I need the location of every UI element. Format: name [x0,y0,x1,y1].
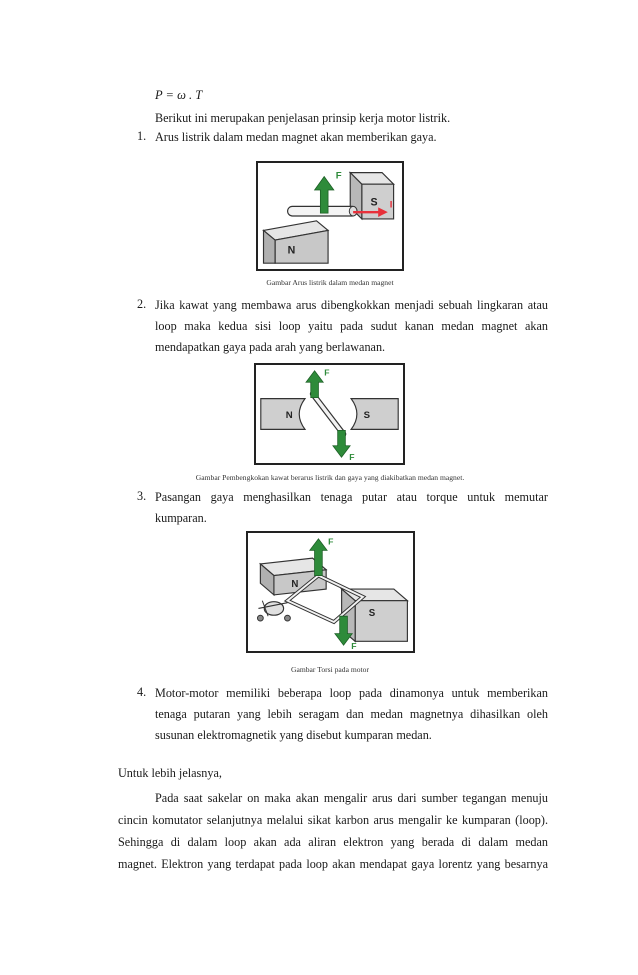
figure-3-label-force-bottom: F [351,641,357,651]
figure-bent-wire-forces [254,363,405,465]
figure-3-label-south: S [368,608,376,620]
figure-2-label-south: S [363,409,371,421]
figure-1-label-north: N [287,244,296,257]
item-3-line-2: kumparan. [155,511,207,525]
figure-current-in-magnetic-field [256,161,404,271]
figure-3-label-north: N [291,579,299,591]
item-2-line-1: Jika kawat yang membawa arus dibengkokkan menjadi sebuah lingkaran atau [155,298,548,312]
item-2-line-3: mendapatkan gaya pada arah yang berlawanan. [155,340,386,354]
closing-line-3: Sehingga di dalam loop akan ada aliran elektron yang berada di dalam medan [118,835,548,849]
figure-2-label-force-top: F [324,367,330,378]
closing-line-2: cincin komutator selanjutnya melalui sikat karbon arus mengalir ke kumparan (loop). [118,813,548,827]
figure-3-label-force-top: F [328,536,334,547]
figure-3-illustration [248,533,413,651]
item-2-line-2: loop maka kedua sisi loop yaitu pada sudut kanan medan magnet akan [155,319,548,333]
item-3-line-1: Pasangan gaya menghasilkan tenaga putar atau torque untuk memutar [155,490,548,504]
item-4-line-3: susunan elektromagnetik yang disebut kumparan medan. [155,728,432,742]
item-1-number: 1. [137,129,147,143]
figure-motor-torque [246,531,415,653]
figure-2-caption: Gambar Pembengkokan kawat berarus listrik dan gaya yang diakibatkan medan magnet. [195,473,465,482]
closing-heading: Untuk lebih jelasnya, [118,766,222,780]
figure-1-caption: Gambar Arus listrik dalam medan magnet [266,278,394,287]
item-1-line-1: Arus listrik dalam medan magnet akan memberikan gaya. [155,130,437,144]
figure-1-label-south: S [370,196,378,209]
figure-3-caption: Gambar Torsi pada motor [291,665,369,674]
item-3-number: 3. [137,489,147,503]
figure-2-label-force-bottom: F [349,452,355,463]
figure-2-label-north: N [285,409,293,421]
closing-line-1: Pada saat sakelar on maka akan mengalir arus dari sumber tegangan menuju [155,791,548,805]
figure-2-illustration [256,365,403,463]
closing-line-4: magnet. Elektron yang terdapat pada loop akan mendapat gaya lorentz yang besarnya [118,857,548,871]
figure-1-illustration [258,163,402,269]
item-4-number: 4. [137,685,147,699]
item-4-line-1: Motor-motor memiliki beberapa loop pada dinamonya untuk memberikan [155,686,548,700]
figure-1-label-current: I [389,199,393,211]
item-2-number: 2. [137,297,147,311]
figure-1-label-force: F [335,170,342,182]
intro-text: Berikut ini merupakan penjelasan prinsip kerja motor listrik. [155,111,451,125]
item-4-line-2: tenaga putaran yang lebih seragam dan medan magnetnya dihasilkan oleh [155,707,548,721]
equation: P = ω . T [155,88,203,102]
